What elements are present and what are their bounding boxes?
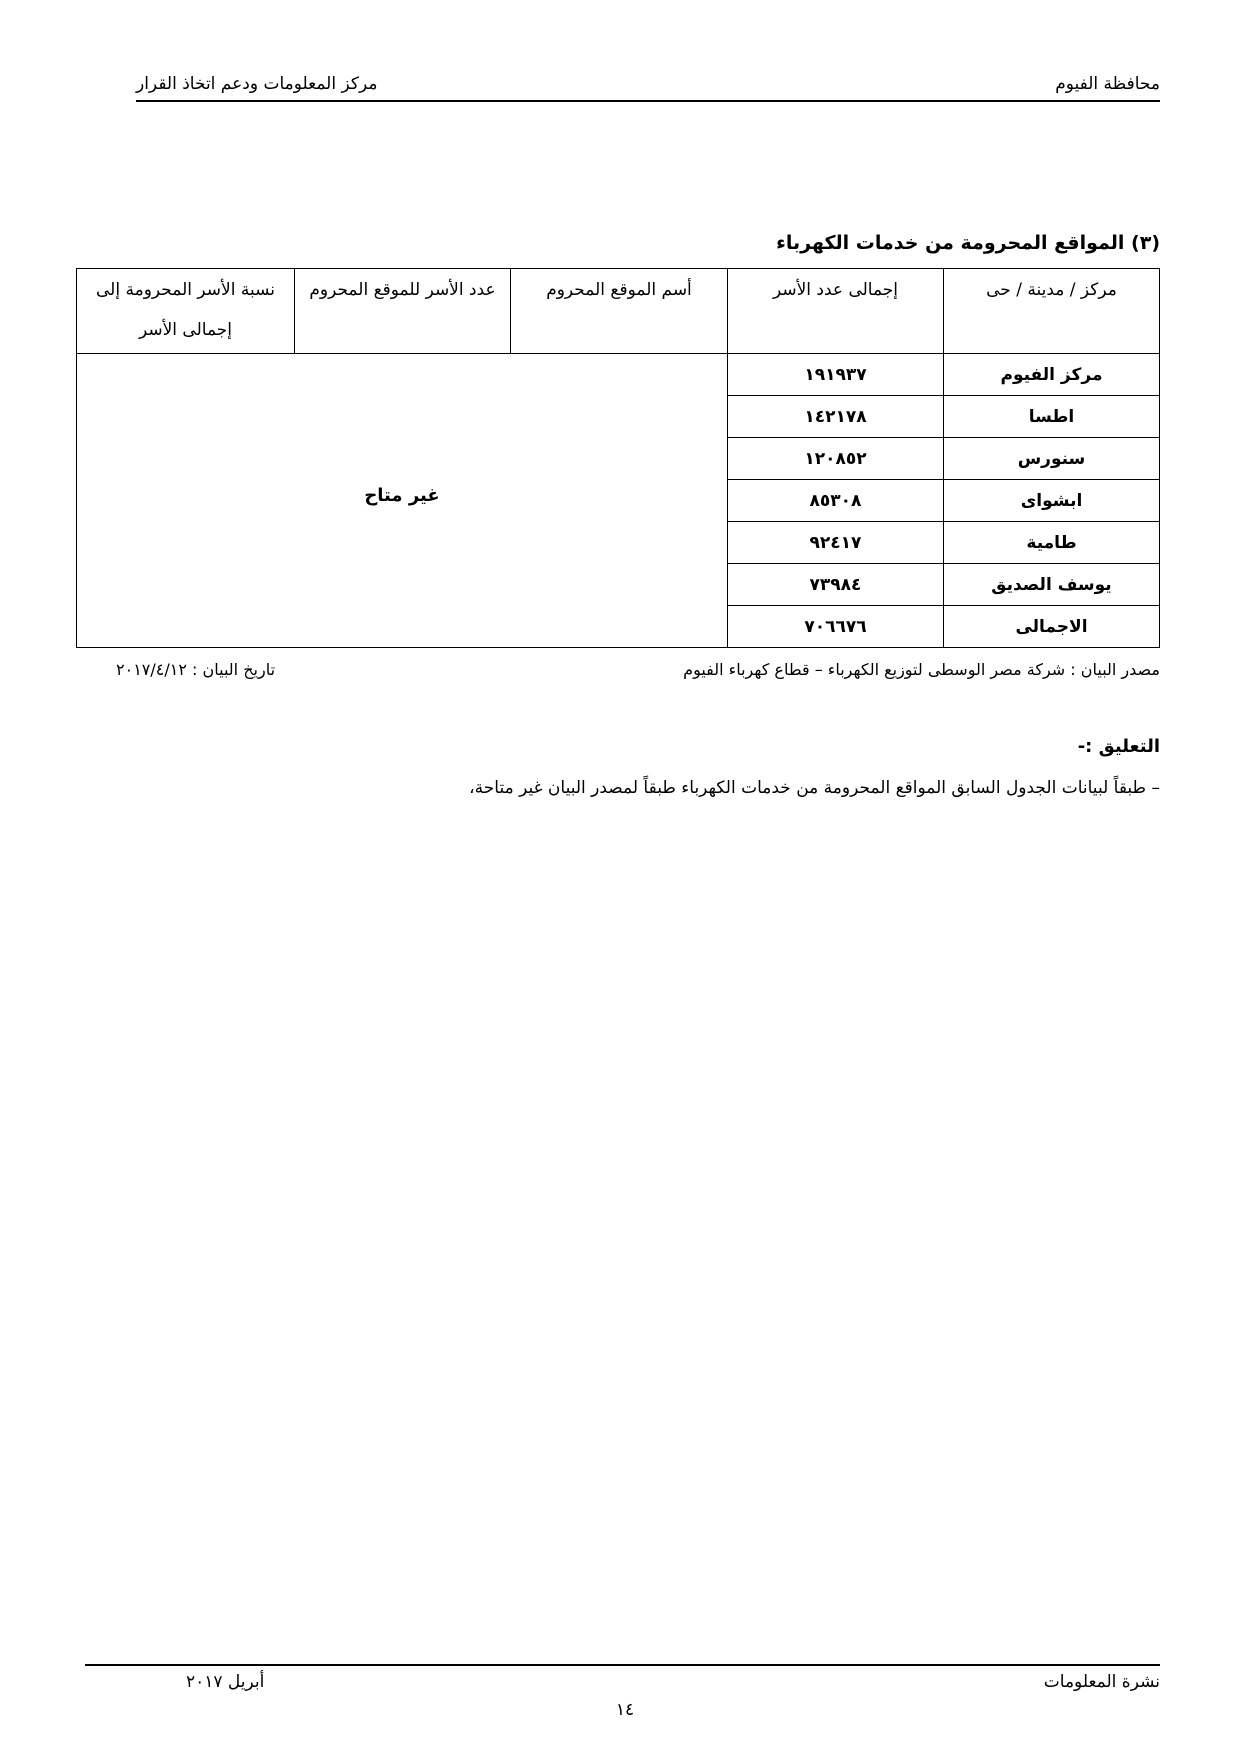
district-name: مركز الفيوم: [944, 354, 1160, 396]
col-header-site-families: عدد الأسر للموقع المحروم: [295, 269, 511, 354]
district-name: اطسا: [944, 396, 1160, 438]
header-center-name: مركز المعلومات ودعم اتخاذ القرار: [136, 74, 378, 94]
footer-divider: [85, 1664, 1160, 1666]
total-families: ٧٣٩٨٤: [728, 564, 944, 606]
total-families: ٩٢٤١٧: [728, 522, 944, 564]
not-available-cell: غير متاح: [77, 354, 728, 648]
district-name: ابشواى: [944, 480, 1160, 522]
table-row: [77, 354, 1160, 396]
comment-heading: التعليق :-: [1077, 736, 1160, 757]
comment-body: – طبقاً لبيانات الجدول السابق المواقع المحرومة من خدمات الكهرباء طبقاً لمصدر البيان غير متاحة،: [469, 778, 1160, 798]
header-governorate: محافظة الفيوم: [1055, 74, 1160, 94]
col-header-ratio: نسبة الأسر المحرومة إلى إجمالى الأسر: [77, 269, 295, 354]
footer-publication: نشرة المعلومات: [1043, 1672, 1160, 1692]
district-name: طامية: [944, 522, 1160, 564]
district-name: سنورس: [944, 438, 1160, 480]
district-name: يوسف الصديق: [944, 564, 1160, 606]
table-header-row: [77, 269, 1160, 354]
district-name: الاجمالى: [944, 606, 1160, 648]
total-families: ٨٥٣٠٨: [728, 480, 944, 522]
deprived-sites-table: [77, 268, 1160, 648]
col-header-total-families: إجمالى عدد الأسر: [728, 269, 944, 354]
total-families: ١٩١٩٣٧: [728, 354, 944, 396]
col-header-district: مركز / مدينة / حى: [944, 269, 1160, 354]
total-families: ٧٠٦٦٧٦: [728, 606, 944, 648]
col-header-site-name: أسم الموقع المحروم: [511, 269, 728, 354]
data-date: تاريخ البيان : ٢٠١٧/٤/١٢: [116, 660, 276, 679]
section-title: (٣) المواقع المحرومة من خدمات الكهرباء: [776, 232, 1160, 254]
page-number: ١٤: [615, 1700, 635, 1720]
total-families: ١٢٠٨٥٢: [728, 438, 944, 480]
data-source: مصدر البيان : شركة مصر الوسطى لتوزيع الكهرباء – قطاع كهرباء الفيوم: [683, 660, 1160, 679]
header-divider: [136, 100, 1160, 102]
footer-date: أبريل ٢٠١٧: [186, 1672, 265, 1692]
total-families: ١٤٢١٧٨: [728, 396, 944, 438]
